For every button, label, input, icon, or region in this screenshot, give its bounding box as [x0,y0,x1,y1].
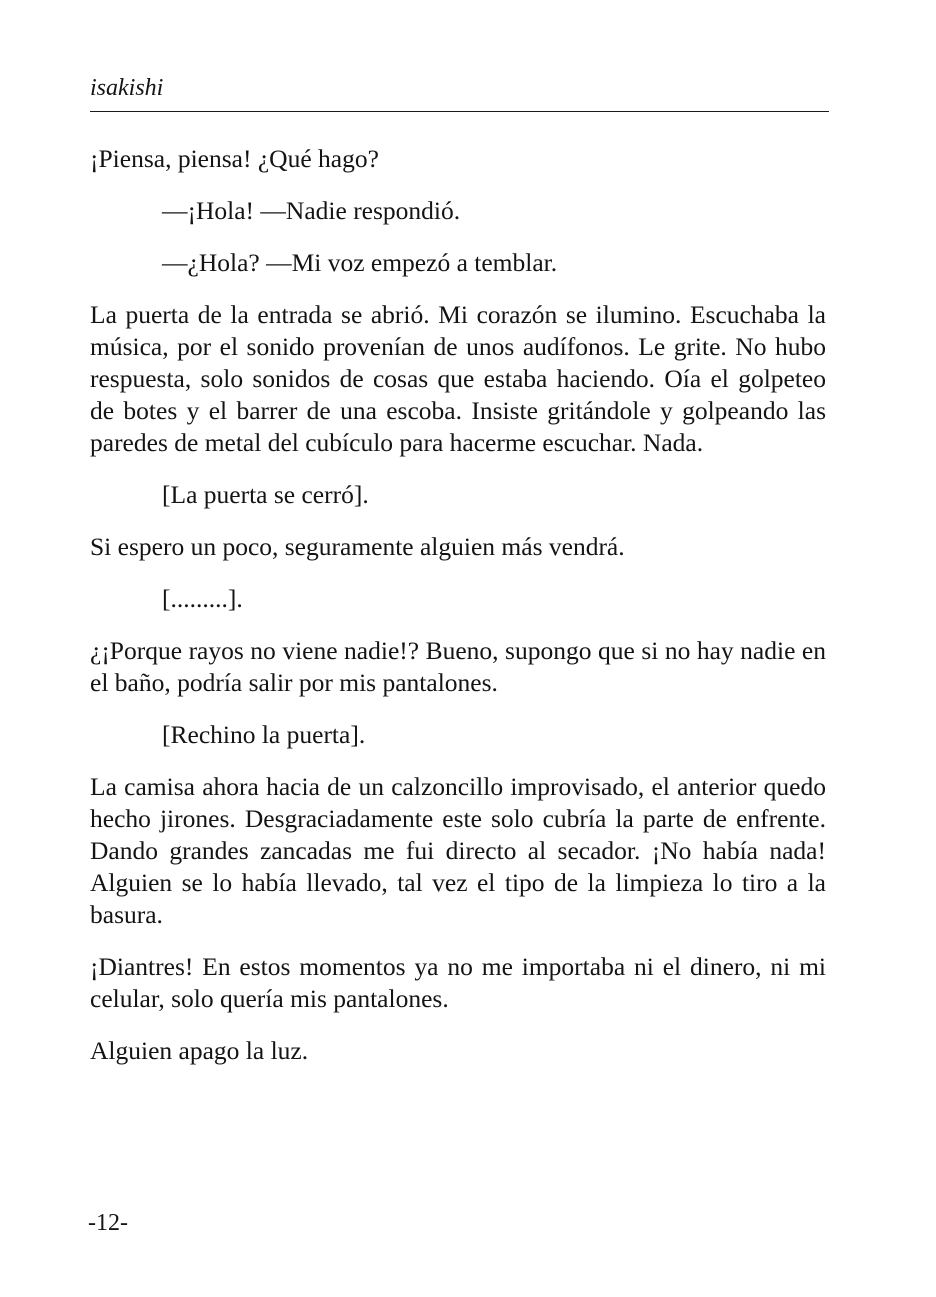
sound-effect-line: [Rechino la puerta]. [162,720,366,749]
paragraph: La puerta de la entrada se abrió. Mi corazón se ilumino. Escuchaba la música, por el sonido provenían de unos audífonos. Le grite. No hubo respuesta, solo sonidos de cosas que estaba haciendo. Oía el golpeteo de botes y el barrer de una escoba. Insiste gritándole y golpeando las paredes de metal del cubículo para hacerme escuchar. Nada. [90,300,826,457]
sound-effect-line: [La puerta se cerró]. [162,480,369,509]
running-header [90,72,829,112]
paragraph: Si espero un poco, seguramente alguien más vendrá. [90,532,625,561]
paragraph: La camisa ahora hacia de un calzoncillo improvisado, el anterior quedo hecho jirones. Desgraciadamente este solo cubría la parte de enfrente. Dando grandes zancadas me fui directo al secador. ¡No había nada! Alguien se lo había llevado, tal vez el tipo de la limpieza lo tiro a la basura. [90,772,826,929]
paragraph: ¿¡Porque rayos no viene nadie!? Bueno, supongo que si no hay nadie en el baño, podría salir por mis pantalones. [90,636,826,697]
paragraph: ¡Diantres! En estos momentos ya no me importaba ni el dinero, ni mi celular, solo quería mis pantalones. [90,952,826,1013]
dialogue-line: —¿Hola? —Mi voz empezó a temblar. [162,248,558,277]
paragraph: Alguien apago la luz. [90,1036,309,1065]
sound-effect-line: [.........]. [162,584,243,613]
paragraph: ¡Piensa, piensa! ¿Qué hago? [90,144,379,173]
page-body [90,143,826,1067]
header-title: isakishi [90,75,164,101]
page-number: -12- [88,1210,128,1236]
dialogue-line: —¡Hola! —Nadie respondió. [162,196,461,225]
